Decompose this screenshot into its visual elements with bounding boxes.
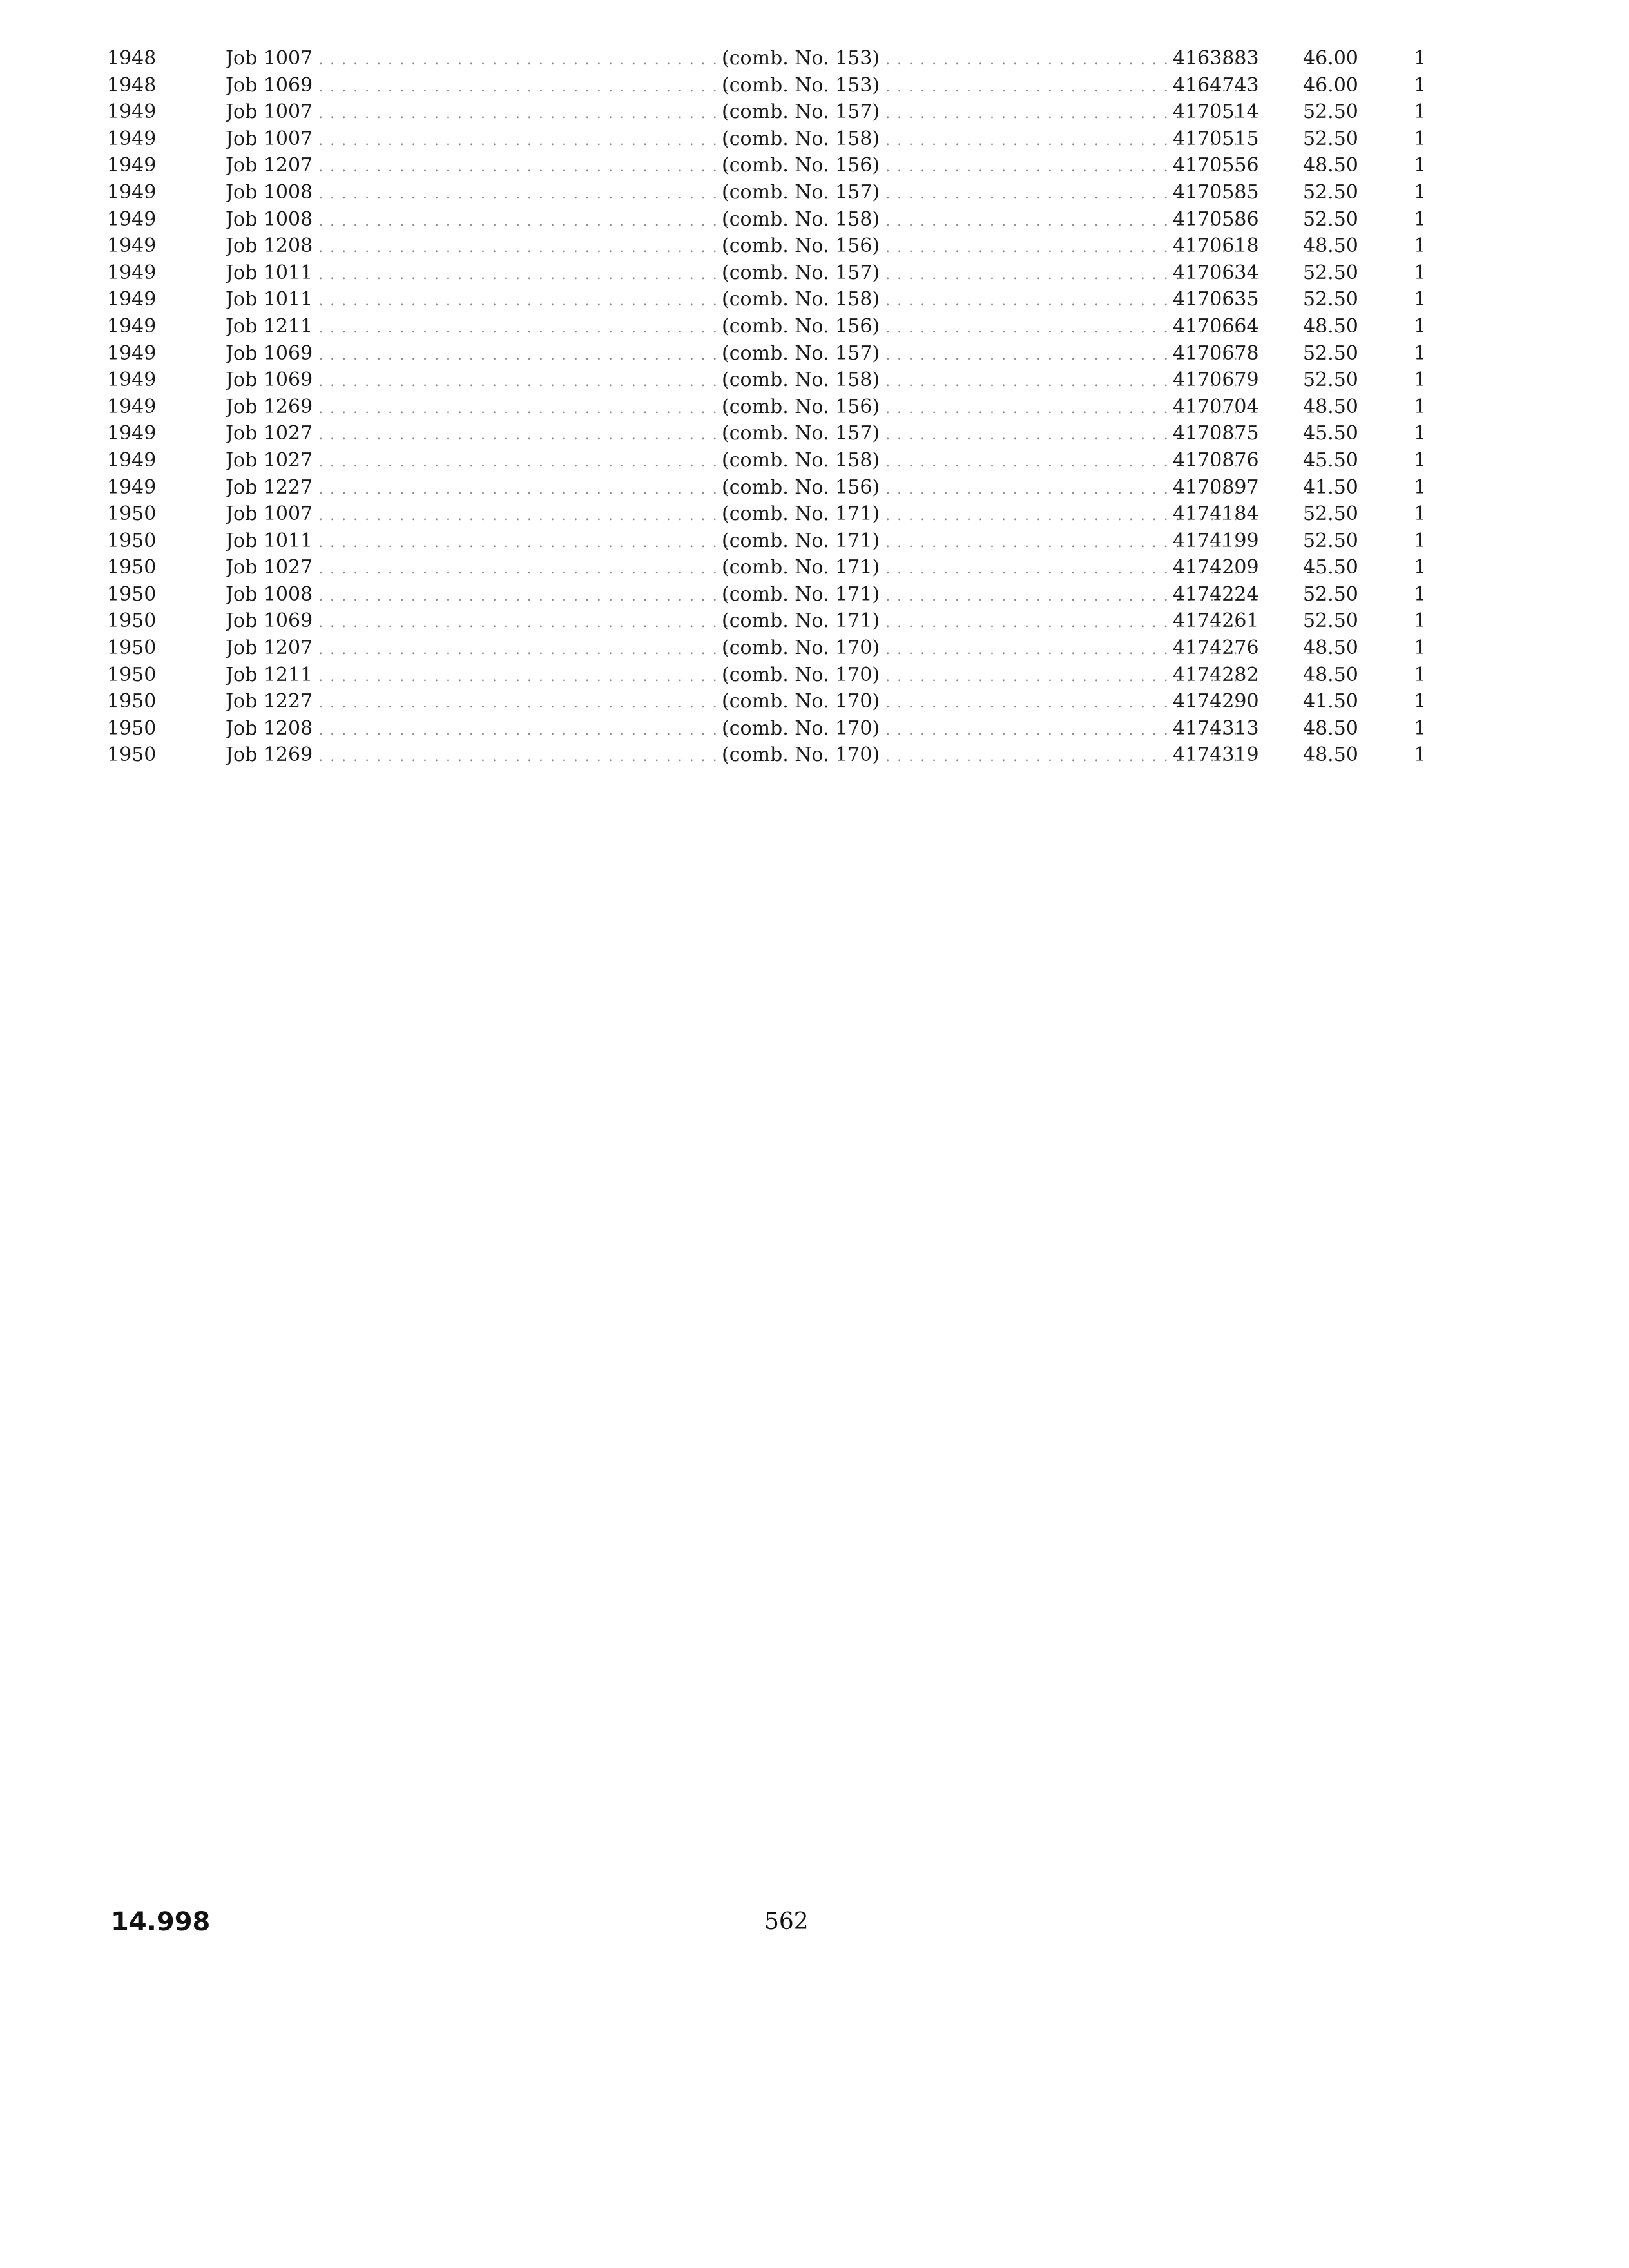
quantity-cell: 1	[1414, 744, 1427, 767]
job-cell: Job 1027 . . .	[226, 554, 741, 583]
combination-cell: (comb. No. 156) . . .	[722, 152, 1242, 181]
price-cell: 48.50	[1303, 744, 1358, 767]
quantity-cell: 1	[1414, 341, 1427, 365]
catalog-table	[103, 45, 1456, 769]
job-cell: Job 1211 . . .	[226, 313, 741, 342]
year-cell: 1949	[107, 476, 157, 499]
year-cell: 1949	[107, 261, 157, 284]
table-row	[103, 99, 1456, 126]
year-cell: 1950	[107, 744, 157, 767]
year-cell: 1949	[107, 448, 157, 472]
year-cell: 1950	[107, 610, 157, 633]
serial-number-cell: 4170514	[1173, 101, 1259, 124]
quantity-cell: 1	[1414, 663, 1427, 686]
year-cell: 1949	[107, 101, 157, 124]
table-row	[103, 608, 1456, 635]
table-row	[103, 447, 1456, 474]
quantity-cell: 1	[1414, 529, 1427, 552]
serial-number-cell: 4174282	[1173, 663, 1259, 686]
serial-number-cell: 4170556	[1173, 154, 1259, 177]
combination-cell: (comb. No. 170) . . .	[722, 742, 1242, 771]
serial-number-cell: 4170586	[1173, 207, 1259, 231]
price-cell: 48.50	[1303, 716, 1358, 740]
job-cell: Job 1069 . . .	[226, 340, 741, 369]
job-cell: Job 1011 . . .	[226, 528, 741, 557]
quantity-cell: 1	[1414, 556, 1427, 579]
job-cell: Job 1207 . . .	[226, 635, 741, 664]
serial-number-cell: 4170635	[1173, 288, 1259, 311]
quantity-cell: 1	[1414, 101, 1427, 124]
quantity-cell: 1	[1414, 476, 1427, 499]
serial-number-cell: 4170618	[1173, 235, 1259, 258]
table-row	[103, 233, 1456, 260]
price-cell: 52.50	[1303, 261, 1358, 284]
combination-cell: (comb. No. 156) . . .	[722, 233, 1242, 262]
price-cell: 45.50	[1303, 556, 1358, 579]
quantity-cell: 1	[1414, 582, 1427, 606]
job-cell: Job 1208 . . .	[226, 715, 741, 744]
year-cell: 1950	[107, 582, 157, 606]
price-cell: 45.50	[1303, 448, 1358, 472]
price-cell: 52.50	[1303, 288, 1358, 311]
price-cell: 48.50	[1303, 314, 1358, 338]
year-cell: 1949	[107, 207, 157, 231]
combination-cell: (comb. No. 171) . . .	[722, 554, 1242, 583]
job-cell: Job 1211 . . .	[226, 662, 741, 691]
price-cell: 46.00	[1303, 47, 1358, 70]
table-row	[103, 367, 1456, 394]
job-cell: Job 1207 . . .	[226, 152, 741, 181]
year-cell: 1949	[107, 341, 157, 365]
page-number: 562	[764, 1908, 809, 1935]
job-cell: Job 1227 . . .	[226, 474, 741, 503]
job-cell: Job 1008 . . .	[226, 581, 741, 610]
table-row	[103, 528, 1456, 555]
year-cell: 1950	[107, 556, 157, 579]
quantity-cell: 1	[1414, 395, 1427, 418]
quantity-cell: 1	[1414, 637, 1427, 660]
combination-cell: (comb. No. 171) . . .	[722, 581, 1242, 610]
year-cell: 1949	[107, 154, 157, 177]
job-cell: Job 1069 . . .	[226, 367, 741, 396]
quantity-cell: 1	[1414, 314, 1427, 338]
table-row	[103, 286, 1456, 313]
combination-cell: (comb. No. 170) . . .	[722, 662, 1242, 691]
table-row	[103, 715, 1456, 742]
serial-number-cell: 4174290	[1173, 690, 1259, 713]
price-cell: 48.50	[1303, 637, 1358, 660]
year-cell: 1949	[107, 369, 157, 392]
quantity-cell: 1	[1414, 154, 1427, 177]
section-number: 14.998	[111, 1907, 211, 1937]
quantity-cell: 1	[1414, 47, 1427, 70]
job-cell: Job 1069 . . .	[226, 608, 741, 637]
combination-cell: (comb. No. 157) . . .	[722, 340, 1242, 369]
quantity-cell: 1	[1414, 127, 1427, 150]
price-cell: 41.50	[1303, 690, 1358, 713]
job-cell: Job 1027 . . .	[226, 447, 741, 476]
combination-cell: (comb. No. 156) . . .	[722, 474, 1242, 503]
table-row	[103, 474, 1456, 501]
year-cell: 1950	[107, 716, 157, 740]
combination-cell: (comb. No. 153) . . .	[722, 45, 1242, 74]
year-cell: 1949	[107, 422, 157, 445]
price-cell: 41.50	[1303, 476, 1358, 499]
price-cell: 45.50	[1303, 422, 1358, 445]
job-cell: Job 1008 . . .	[226, 206, 741, 235]
job-cell: Job 1007 . . .	[226, 501, 741, 530]
quantity-cell: 1	[1414, 716, 1427, 740]
price-cell: 52.50	[1303, 341, 1358, 365]
price-cell: 48.50	[1303, 663, 1358, 686]
serial-number-cell: 4163883	[1173, 47, 1259, 70]
job-cell: Job 1208 . . .	[226, 233, 741, 262]
serial-number-cell: 4170634	[1173, 261, 1259, 284]
combination-cell: (comb. No. 158) . . .	[722, 447, 1242, 476]
combination-cell: (comb. No. 156) . . .	[722, 394, 1242, 423]
price-cell: 52.50	[1303, 503, 1358, 526]
job-cell: Job 1007 . . .	[226, 45, 741, 74]
job-cell: Job 1008 . . .	[226, 179, 741, 208]
price-cell: 52.50	[1303, 127, 1358, 150]
price-cell: 52.50	[1303, 582, 1358, 606]
combination-cell: (comb. No. 171) . . .	[722, 501, 1242, 530]
combination-cell: (comb. No. 170) . . .	[722, 715, 1242, 744]
serial-number-cell: 4174319	[1173, 744, 1259, 767]
quantity-cell: 1	[1414, 369, 1427, 392]
combination-cell: (comb. No. 156) . . .	[722, 313, 1242, 342]
job-cell: Job 1007 . . .	[226, 99, 741, 128]
table-row	[103, 45, 1456, 72]
table-row	[103, 554, 1456, 581]
table-row	[103, 420, 1456, 447]
serial-number-cell: 4170704	[1173, 395, 1259, 418]
quantity-cell: 1	[1414, 73, 1427, 97]
job-cell: Job 1007 . . .	[226, 126, 741, 155]
quantity-cell: 1	[1414, 422, 1427, 445]
price-cell: 52.50	[1303, 610, 1358, 633]
year-cell: 1950	[107, 503, 157, 526]
combination-cell: (comb. No. 171) . . .	[722, 608, 1242, 637]
serial-number-cell: 4174261	[1173, 610, 1259, 633]
table-row	[103, 126, 1456, 153]
price-cell: 52.50	[1303, 529, 1358, 552]
serial-number-cell: 4170678	[1173, 341, 1259, 365]
table-row	[103, 152, 1456, 179]
table-row	[103, 635, 1456, 662]
year-cell: 1949	[107, 314, 157, 338]
job-cell: Job 1227 . . .	[226, 688, 741, 717]
price-cell: 52.50	[1303, 207, 1358, 231]
table-row	[103, 662, 1456, 689]
table-row	[103, 742, 1456, 769]
table-row	[103, 340, 1456, 367]
table-row	[103, 501, 1456, 528]
serial-number-cell: 4170897	[1173, 476, 1259, 499]
combination-cell: (comb. No. 158) . . .	[722, 126, 1242, 155]
table-row	[103, 313, 1456, 340]
serial-number-cell: 4170585	[1173, 180, 1259, 204]
job-cell: Job 1069 . . .	[226, 72, 741, 101]
table-row	[103, 394, 1456, 421]
job-cell: Job 1269 . . .	[226, 742, 741, 771]
job-cell: Job 1027 . . .	[226, 420, 741, 449]
table-row	[103, 581, 1456, 608]
job-cell: Job 1011 . . .	[226, 286, 741, 315]
quantity-cell: 1	[1414, 207, 1427, 231]
year-cell: 1950	[107, 663, 157, 686]
serial-number-cell: 4164743	[1173, 73, 1259, 97]
job-cell: Job 1269 . . .	[226, 394, 741, 423]
serial-number-cell: 4174199	[1173, 529, 1259, 552]
serial-number-cell: 4170679	[1173, 369, 1259, 392]
combination-cell: (comb. No. 157) . . .	[722, 420, 1242, 449]
combination-cell: (comb. No. 157) . . .	[722, 260, 1242, 289]
quantity-cell: 1	[1414, 261, 1427, 284]
serial-number-cell: 4174224	[1173, 582, 1259, 606]
table-row	[103, 206, 1456, 233]
year-cell: 1950	[107, 690, 157, 713]
serial-number-cell: 4170664	[1173, 314, 1259, 338]
serial-number-cell: 4174209	[1173, 556, 1259, 579]
combination-cell: (comb. No. 153) . . .	[722, 72, 1242, 101]
year-cell: 1949	[107, 127, 157, 150]
table-row	[103, 688, 1456, 715]
quantity-cell: 1	[1414, 503, 1427, 526]
year-cell: 1949	[107, 395, 157, 418]
serial-number-cell: 4174184	[1173, 503, 1259, 526]
combination-cell: (comb. No. 157) . . .	[722, 99, 1242, 128]
year-cell: 1948	[107, 73, 157, 97]
combination-cell: (comb. No. 158) . . .	[722, 286, 1242, 315]
table-row	[103, 179, 1456, 206]
price-cell: 48.50	[1303, 154, 1358, 177]
year-cell: 1949	[107, 180, 157, 204]
quantity-cell: 1	[1414, 610, 1427, 633]
year-cell: 1950	[107, 637, 157, 660]
serial-number-cell: 4174276	[1173, 637, 1259, 660]
quantity-cell: 1	[1414, 690, 1427, 713]
table-row	[103, 260, 1456, 287]
quantity-cell: 1	[1414, 180, 1427, 204]
price-cell: 46.00	[1303, 73, 1358, 97]
price-cell: 48.50	[1303, 395, 1358, 418]
price-cell: 48.50	[1303, 235, 1358, 258]
combination-cell: (comb. No. 158) . . .	[722, 206, 1242, 235]
combination-cell: (comb. No. 170) . . .	[722, 635, 1242, 664]
quantity-cell: 1	[1414, 288, 1427, 311]
year-cell: 1949	[107, 288, 157, 311]
price-cell: 52.50	[1303, 101, 1358, 124]
year-cell: 1948	[107, 47, 157, 70]
quantity-cell: 1	[1414, 448, 1427, 472]
year-cell: 1950	[107, 529, 157, 552]
serial-number-cell: 4170876	[1173, 448, 1259, 472]
price-cell: 52.50	[1303, 180, 1358, 204]
quantity-cell: 1	[1414, 235, 1427, 258]
year-cell: 1949	[107, 235, 157, 258]
combination-cell: (comb. No. 171) . . .	[722, 528, 1242, 557]
combination-cell: (comb. No. 170) . . .	[722, 688, 1242, 717]
serial-number-cell: 4170875	[1173, 422, 1259, 445]
table-row	[103, 72, 1456, 99]
serial-number-cell: 4170515	[1173, 127, 1259, 150]
serial-number-cell: 4174313	[1173, 716, 1259, 740]
combination-cell: (comb. No. 158) . . .	[722, 367, 1242, 396]
job-cell: Job 1011 . . .	[226, 260, 741, 289]
price-cell: 52.50	[1303, 369, 1358, 392]
combination-cell: (comb. No. 157) . . .	[722, 179, 1242, 208]
